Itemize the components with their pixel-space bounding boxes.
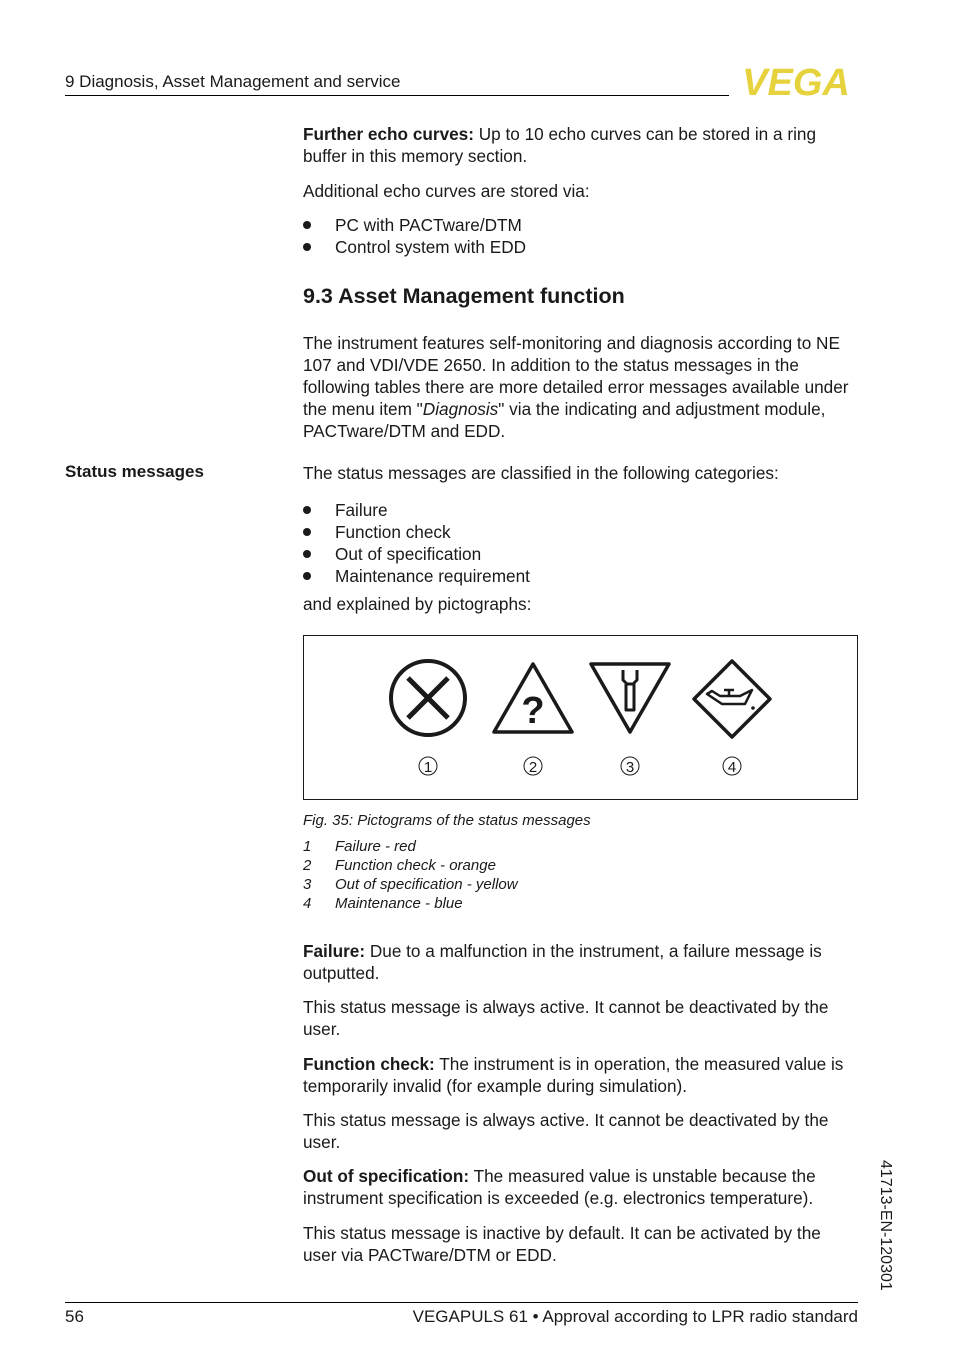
pictogram-figure xyxy=(303,635,858,800)
header-rule xyxy=(65,95,729,96)
description-function-check-note xyxy=(303,1109,859,1153)
footer-title: VEGAPULS 61 • Approval according to LPR radio standard xyxy=(412,1307,858,1326)
legend-item xyxy=(303,837,518,856)
list-item xyxy=(303,521,859,543)
bullet-icon xyxy=(303,550,311,558)
function-check-icon xyxy=(494,664,572,732)
intro-text: Up to 10 echo curves can be stored in a ring buffer in this memory section. xyxy=(303,124,817,166)
number-1-label: 1 xyxy=(423,759,433,776)
number-3 xyxy=(621,757,639,776)
number-1 xyxy=(419,757,437,776)
list-item xyxy=(303,236,859,258)
legend-item xyxy=(303,894,518,913)
bullet-icon xyxy=(303,243,311,251)
intro-paragraph xyxy=(303,123,859,167)
number-2-label: 2 xyxy=(528,759,538,776)
status-bullet-list xyxy=(303,499,859,587)
additional-text: Additional echo curves are stored via: xyxy=(303,181,590,201)
list-item-text: Failure xyxy=(335,500,388,520)
intro-lead: Further echo curves: xyxy=(303,124,474,144)
section-title: 9.3 Asset Management function xyxy=(303,284,625,308)
list-item-text: Maintenance requirement xyxy=(335,566,530,586)
para-emphasis: Diagnosis xyxy=(422,399,499,419)
out-of-specification-icon xyxy=(591,664,669,732)
logo-text: VEGA xyxy=(742,62,850,102)
footer-rule xyxy=(65,1302,858,1303)
page-number: 56 xyxy=(65,1307,84,1326)
list-item xyxy=(303,543,859,565)
intro-bullet-list xyxy=(303,214,859,258)
figure-caption: Fig. 35: Pictograms of the status messages xyxy=(303,812,591,829)
description-lead: Out of specification: xyxy=(303,1166,470,1186)
legend-text: Failure - red xyxy=(335,838,416,855)
description-failure xyxy=(303,940,859,984)
list-item-text: PC with PACTware/DTM xyxy=(335,215,522,235)
number-4-label: 4 xyxy=(727,759,737,776)
bullet-icon xyxy=(303,506,311,514)
legend-number: 2 xyxy=(303,857,312,874)
description-text: The instrument is in operation, the measured value is temporarily invalid (for example during simulation). xyxy=(303,1054,844,1096)
list-item-text: Control system with EDD xyxy=(335,237,527,257)
legend-text: Function check - orange xyxy=(335,857,496,874)
legend-number: 3 xyxy=(303,876,312,893)
document-id: 41713-EN-120301 xyxy=(877,1160,894,1291)
description-text: The measured value is unstable because the instrument specification is exceeded (e.g. electronics temperature). xyxy=(303,1166,816,1208)
description-text: This status message is always active. It cannot be deactivated by the user. xyxy=(303,997,829,1039)
pictogram-svg xyxy=(304,636,857,799)
legend-number: 1 xyxy=(303,838,312,855)
section-paragraph xyxy=(303,332,859,442)
description-text: Due to a malfunction in the instrument, a failure message is outputted. xyxy=(303,941,822,983)
number-2 xyxy=(524,757,542,776)
side-label-status-messages: Status messages xyxy=(65,462,204,481)
running-header: 9 Diagnosis, Asset Management and service xyxy=(65,72,401,91)
legend-item xyxy=(303,856,518,875)
description-failure-note xyxy=(303,996,859,1040)
number-4 xyxy=(723,757,741,776)
pictograph-intro: and explained by pictographs: xyxy=(303,594,532,614)
legend-text: Out of specification - yellow xyxy=(335,876,518,893)
bullet-icon xyxy=(303,221,311,229)
list-item-text: Function check xyxy=(335,522,451,542)
description-out-of-spec xyxy=(303,1165,859,1209)
description-text: This status message is always active. It cannot be deactivated by the user. xyxy=(303,1110,829,1152)
list-item xyxy=(303,214,859,236)
failure-icon xyxy=(391,661,465,735)
list-item xyxy=(303,499,859,521)
description-lead: Function check: xyxy=(303,1054,435,1074)
status-intro: The status messages are classified in the following categories: xyxy=(303,463,779,483)
para-text-b: " via the indicating and adjustment module, PACTware/DTM and EDD. xyxy=(303,399,826,441)
figure-legend xyxy=(303,837,518,913)
legend-item xyxy=(303,875,518,894)
description-text: This status message is inactive by default. It can be activated by the user via PACTware/DTM or EDD. xyxy=(303,1223,821,1265)
legend-number: 4 xyxy=(303,895,312,912)
vega-logo xyxy=(733,62,859,102)
description-lead: Failure: xyxy=(303,941,366,961)
description-out-of-spec-note xyxy=(303,1222,859,1266)
svg-text:?: ? xyxy=(521,690,545,732)
number-3-label: 3 xyxy=(625,759,635,776)
list-item xyxy=(303,565,859,587)
legend-text: Maintenance - blue xyxy=(335,895,463,912)
list-item-text: Out of specification xyxy=(335,544,482,564)
para-text-a: The instrument features self-monitoring and diagnosis according to NE 107 and VDI/VDE 2650. In addition to the status messages in the following tables there are more detailed error messages available under the menu item " xyxy=(303,333,849,419)
maintenance-icon xyxy=(694,661,770,737)
bullet-icon xyxy=(303,572,311,580)
bullet-icon xyxy=(303,528,311,536)
description-function-check xyxy=(303,1053,859,1097)
